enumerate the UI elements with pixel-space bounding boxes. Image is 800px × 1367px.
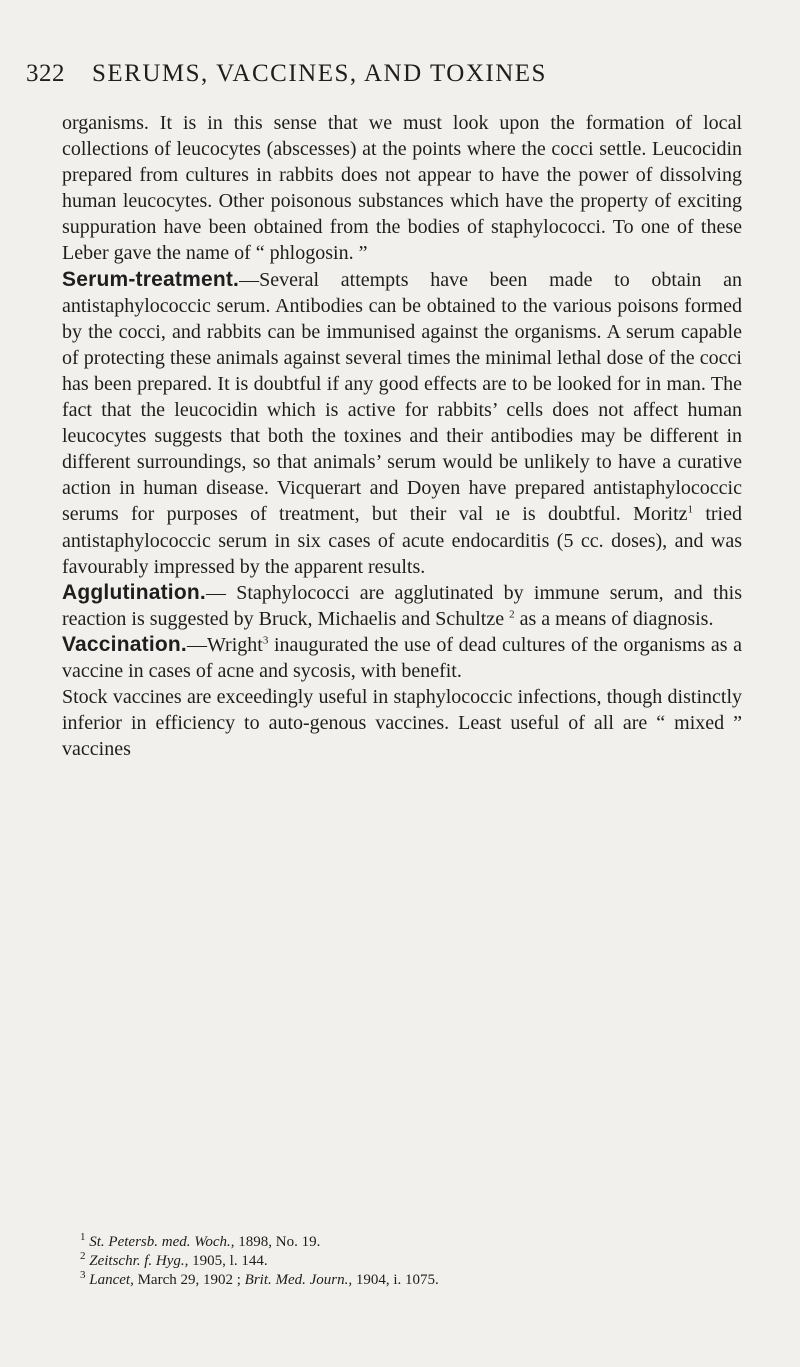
footnote-2 (80, 1252, 760, 1271)
serum-treatment-paragraph (62, 267, 742, 580)
serum-treatment-heading: Serum-treatment. (62, 267, 240, 291)
footnote-source: Zeitschr. f. Hyg., (89, 1253, 189, 1269)
footnote-ref-3: 3 (262, 634, 269, 647)
footnote-source: St. Petersb. med. Woch., (89, 1234, 235, 1250)
serum-treatment-text-continued: tried antistaphylococcic serum in six cases of acute endocarditis (5 cc. doses), and was favourably impressed by the apparent results. (62, 503, 742, 578)
intro-paragraph: organisms. It is in this sense that we must look upon the formation of local collections of leucocytes (abscesses) at the points where the cocci settle. Leucocidin prepared from cultures in rabbits does not appear to have the power of dissolving human leucocytes. Other poisonous substances which have the property of exciting suppuration have been obtained from the bodies of staphylococci. To one of these Leber gave the name of “ phlogosin. ” (62, 112, 742, 265)
page-header (26, 60, 786, 94)
agglutination-heading: Agglutination. (62, 580, 206, 604)
footnote-ref-1: 1 (687, 503, 694, 516)
agglutination-text-continued: as a means of diagnosis. (514, 607, 714, 630)
footnote-citation: 1905, l. 144. (188, 1253, 268, 1269)
footnote-mark: 1 (80, 1231, 86, 1243)
stock-vaccines-paragraph: Stock vaccines are exceedingly useful in staphylococcic infections, though distinctly inferior in efficiency to auto-genous vaccines. Least useful of all are “ mixed ” vaccines (62, 686, 742, 761)
page-number: 322 (26, 60, 65, 87)
vaccination-heading: Vaccination. (62, 632, 187, 656)
footnote-mark: 2 (80, 1250, 86, 1262)
footnote-citation: March 29, 1902 ; (133, 1272, 245, 1288)
vaccination-text: —Wright (186, 633, 263, 656)
vaccination-paragraph (62, 632, 742, 684)
agglutination-text: — Staphylococci are agglutinated by immune serum, and this reaction is suggested by Bruck, Michaelis and Schultze (62, 581, 742, 630)
agglutination-paragraph (62, 580, 742, 632)
serum-treatment-text: —Several attempts have been made to obtain an antistaphylococcic serum. Antibodies can be obtained to the various poisons formed by the cocci, and rabbits can be immunised against the organisms. A serum capable of protecting these animals against several times the minimal lethal dose of the cocci has been prepared. It is doubtful if any good effects are to be looked for in man. The fact that the leucocidin which is active for rabbits’ cells does not affect human leucocytes suggests that both the toxines and their antibodies may be different in different surroundings, so that animals’ serum would be unlikely to have a curative action in human disease. Vicquerart and Doyen have prepared antistaphylococcic serums for purposes of treatment, but their val ıe is doubtful. Moritz (62, 268, 742, 526)
footnote-source: Lancet, (89, 1272, 134, 1288)
vaccination-text-continued: inaugurated the use of dead cultures of the organisms as a vaccine in cases of acne and sycosis, with benefit. (62, 633, 742, 682)
footnotes (80, 1233, 760, 1290)
footnote-citation-2: 1904, i. 1075. (352, 1272, 439, 1288)
running-title: SERUMS, VACCINES, AND TOXINES (92, 60, 547, 87)
footnote-1 (80, 1233, 760, 1252)
footnote-ref-2: 2 (509, 608, 515, 621)
footnote-mark: 3 (80, 1269, 86, 1281)
body-text (62, 110, 742, 762)
footnote-citation: 1898, No. 19. (234, 1234, 321, 1250)
footnote-source-2: Brit. Med. Journ., (244, 1272, 353, 1288)
footnote-3 (80, 1271, 760, 1290)
